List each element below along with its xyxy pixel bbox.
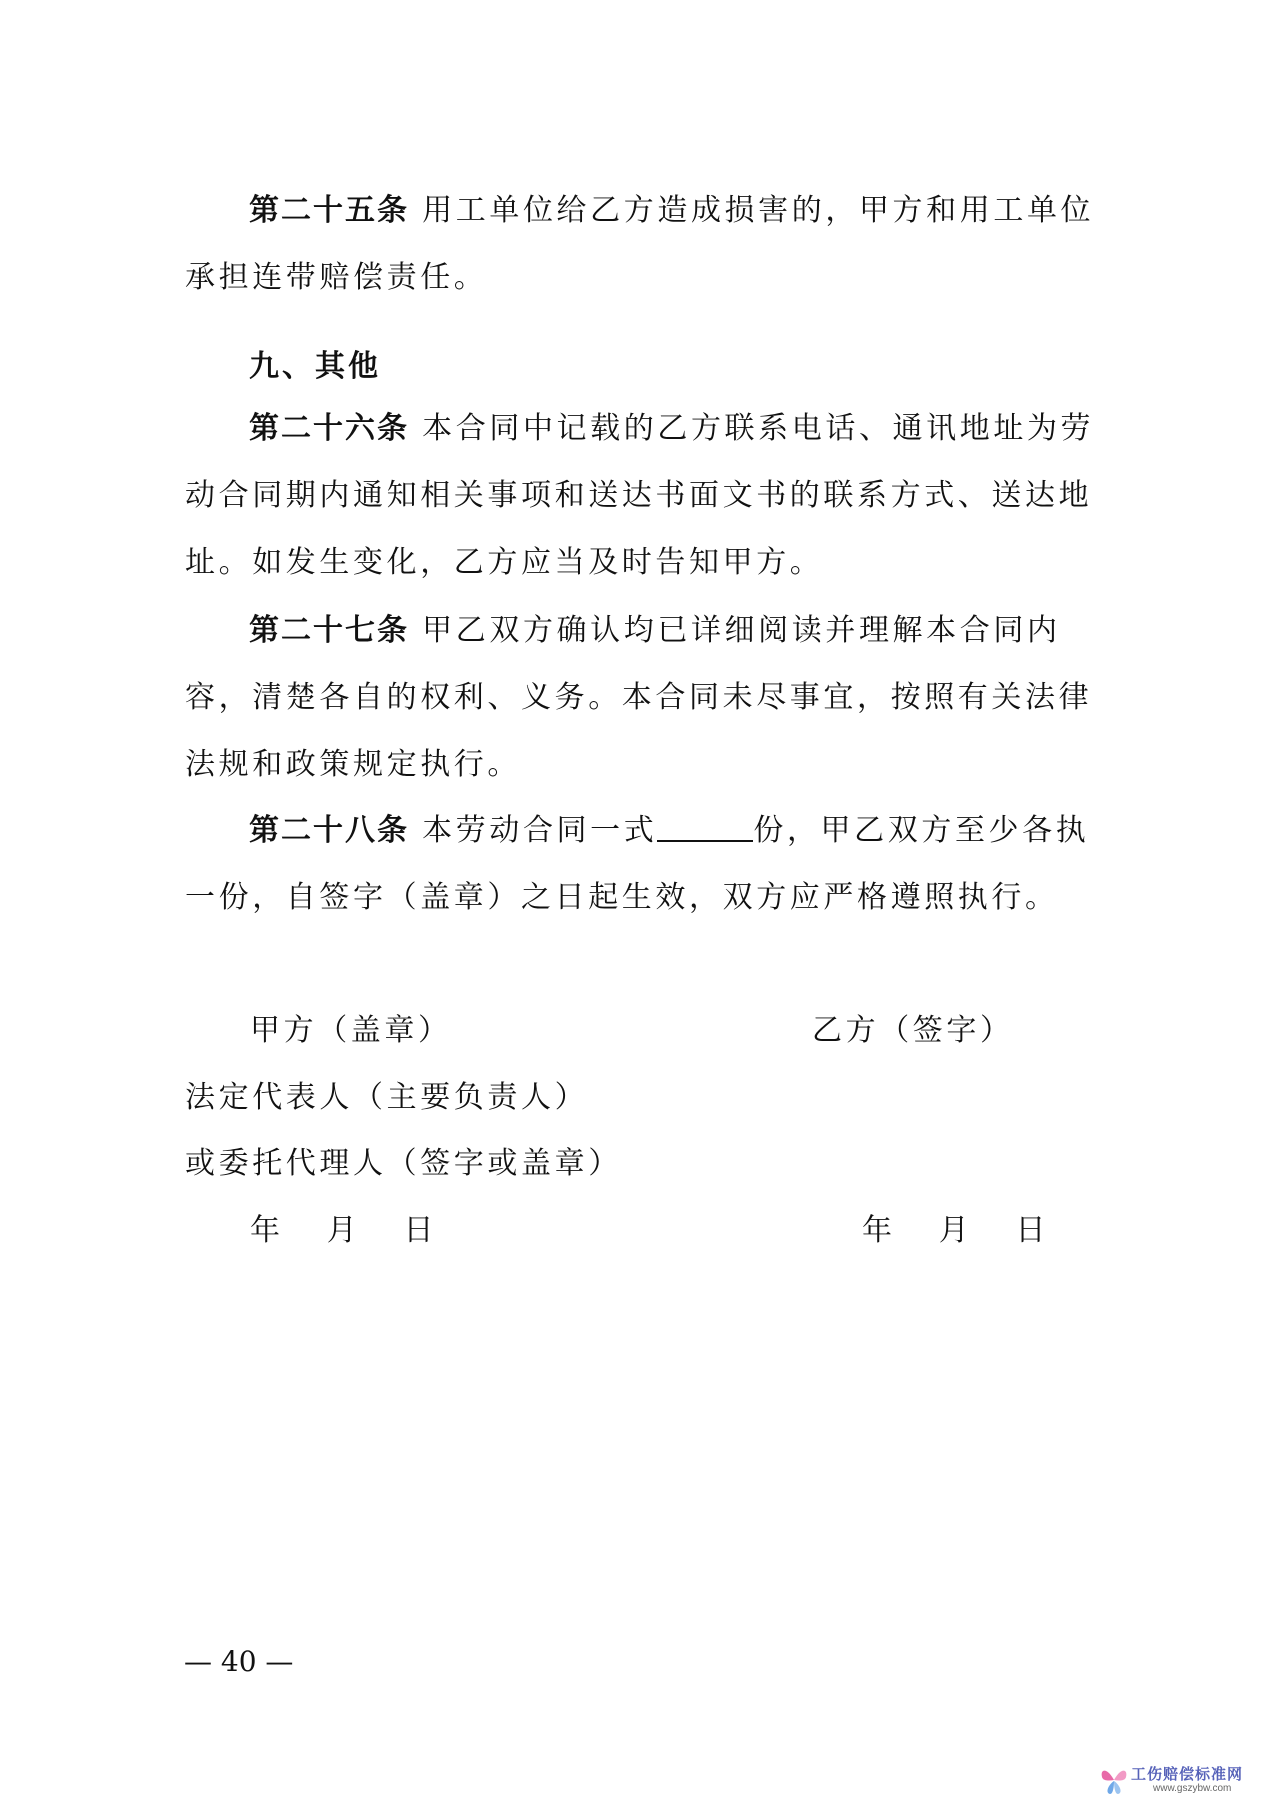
page-number: — 40 — [184,1645,294,1678]
party-a-day: 日 [403,1213,438,1248]
section-9-heading: 九、其他 [249,349,381,384]
article-25-text: 用工单位给乙方造成损害的，甲方和用工单位承担连带赔偿责任。 [185,193,1095,295]
watermark-title: 工伤赔偿标准网 [1131,1765,1244,1783]
article-25 [185,177,1095,311]
party-b-month: 月 [938,1213,973,1248]
article-28-text-after: 份，甲乙双方至少各执一份，自签字（盖章）之日起生效，双方应严格遵照执行。 [185,813,1090,915]
watermark [1091,1761,1266,1801]
article-26 [185,395,1095,596]
article-28 [185,797,1095,931]
party-a-year: 年 [250,1213,284,1248]
article-26-label: 第二十六条 [249,411,409,446]
article-27-label: 第二十七条 [249,613,409,648]
copies-blank-field[interactable] [657,814,753,842]
article-26-text: 本合同中记载的乙方联系电话、通讯地址为劳动合同期内通知相关事项和送达书面文书的联系方式、送达地址。如发生变化，乙方应当及时告知甲方。 [185,411,1095,580]
article-27 [185,597,1095,798]
article-28-label: 第二十八条 [249,813,409,848]
party-a-seal-label: 甲方（盖章） [250,1013,452,1048]
party-a-month: 月 [326,1213,361,1248]
article-28-text-before: 本劳动合同一式 [422,813,658,848]
party-b-date [862,1205,1049,1249]
party-b-year: 年 [862,1213,896,1248]
legal-representative-label: 法定代表人（主要负责人） [185,1080,589,1115]
butterfly-logo-icon [1099,1763,1129,1797]
party-b-day: 日 [1015,1213,1050,1248]
watermark-url: www.gszybw.com [1153,1783,1232,1794]
article-25-label: 第二十五条 [249,193,409,228]
article-27-text: 甲乙双方确认均已详细阅读并理解本合同内容，清楚各自的权利、义务。本合同未尽事宜，按照有关法律法规和政策规定执行。 [185,613,1093,782]
party-a-date [250,1205,437,1249]
party-b-signature-label: 乙方（签字） [812,1013,1014,1048]
authorized-agent-label: 或委托代理人（签字或盖章） [185,1146,622,1181]
